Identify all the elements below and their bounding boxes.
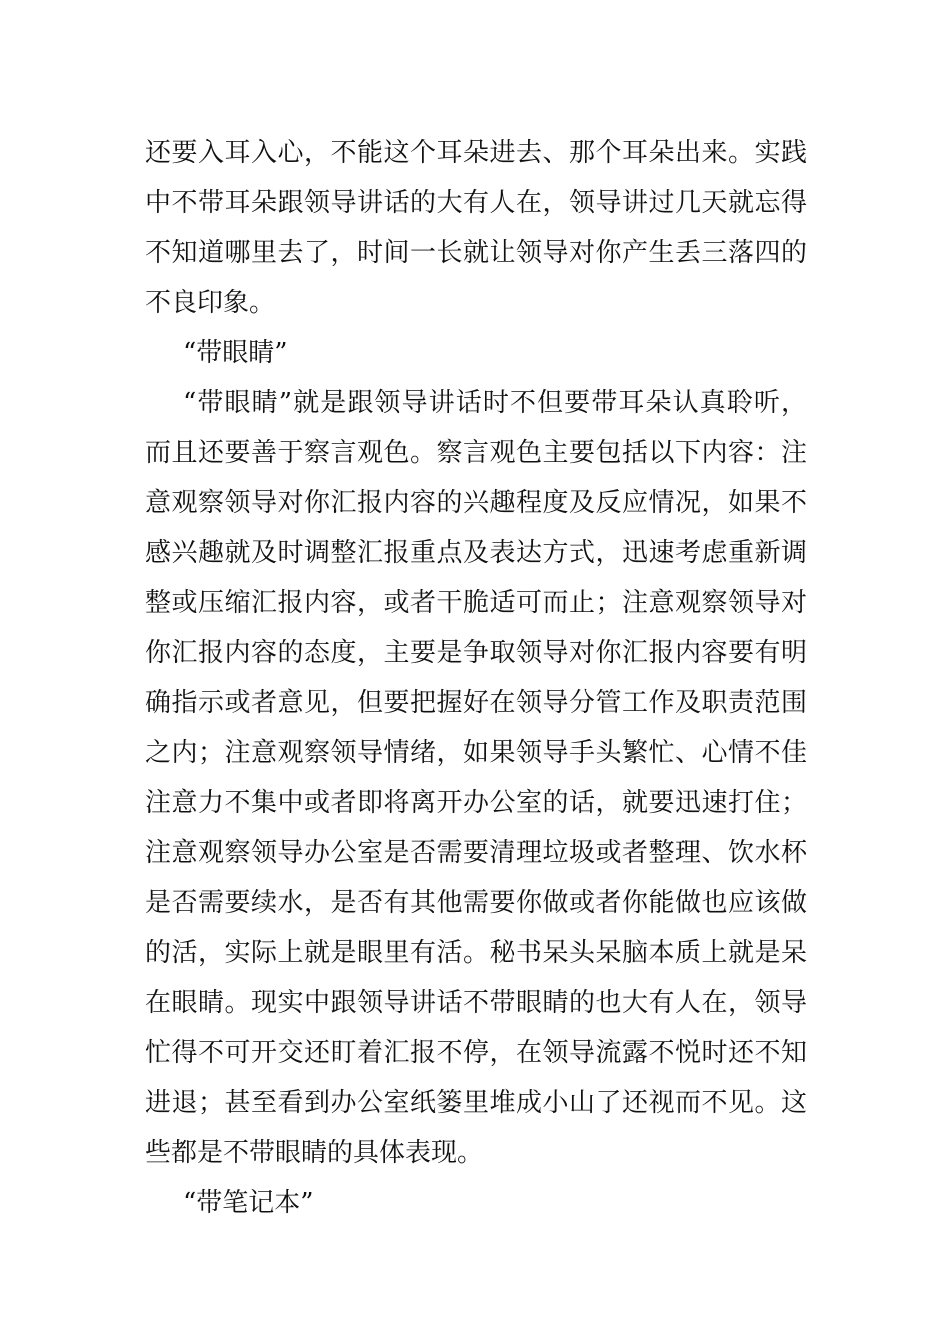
text-line: 进退；甚至看到办公室纸篓里堆成小山了还视而不见。这 (145, 1088, 807, 1118)
text-line: 的活，实际上就是眼里有活。秘书呆头呆脑本质上就是呆 (145, 938, 807, 968)
text-line: 感兴趣就及时调整汇报重点及表达方式，迅速考虑重新调 (145, 538, 807, 568)
text-line: 忙得不可开交还盯着汇报不停，在领导流露不悦时还不知 (145, 1038, 807, 1068)
text-line: 确指示或者意见，但要把握好在领导分管工作及职责范围 (145, 688, 807, 718)
section-heading: “带笔记本” (183, 1188, 314, 1218)
document-body (145, 128, 807, 1228)
text-line: 中不带耳朵跟领导讲话的大有人在，领导讲过几天就忘得 (145, 188, 807, 218)
text-line: “带眼睛”就是跟领导讲话时不但要带耳朵认真聆听， (183, 388, 807, 418)
text-line: 是否需要续水，是否有其他需要你做或者你能做也应该做 (145, 888, 807, 918)
text-line: 而且还要善于察言观色。察言观色主要包括以下内容：注 (145, 438, 807, 468)
text-line: 些都是不带眼睛的具体表现。 (145, 1138, 484, 1168)
text-line: 之内；注意观察领导情绪，如果领导手头繁忙、心情不佳 (145, 738, 807, 768)
text-line: 不良印象。 (145, 288, 276, 318)
section-heading: “带眼睛” (183, 338, 288, 368)
text-line: 注意力不集中或者即将离开办公室的话，就要迅速打住； (145, 788, 807, 818)
text-line: 整或压缩汇报内容，或者干脆适可而止；注意观察领导对 (145, 588, 807, 618)
text-line: 在眼睛。现实中跟领导讲话不带眼睛的也大有人在，领导 (145, 988, 807, 1018)
text-line: 意观察领导对你汇报内容的兴趣程度及反应情况，如果不 (145, 488, 807, 518)
text-line: 注意观察领导办公室是否需要清理垃圾或者整理、饮水杯 (145, 838, 807, 868)
text-line: 你汇报内容的态度，主要是争取领导对你汇报内容要有明 (145, 638, 807, 668)
text-line: 还要入耳入心，不能这个耳朵进去、那个耳朵出来。实践 (145, 138, 807, 168)
text-line: 不知道哪里去了，时间一长就让领导对你产生丢三落四的 (145, 238, 807, 268)
